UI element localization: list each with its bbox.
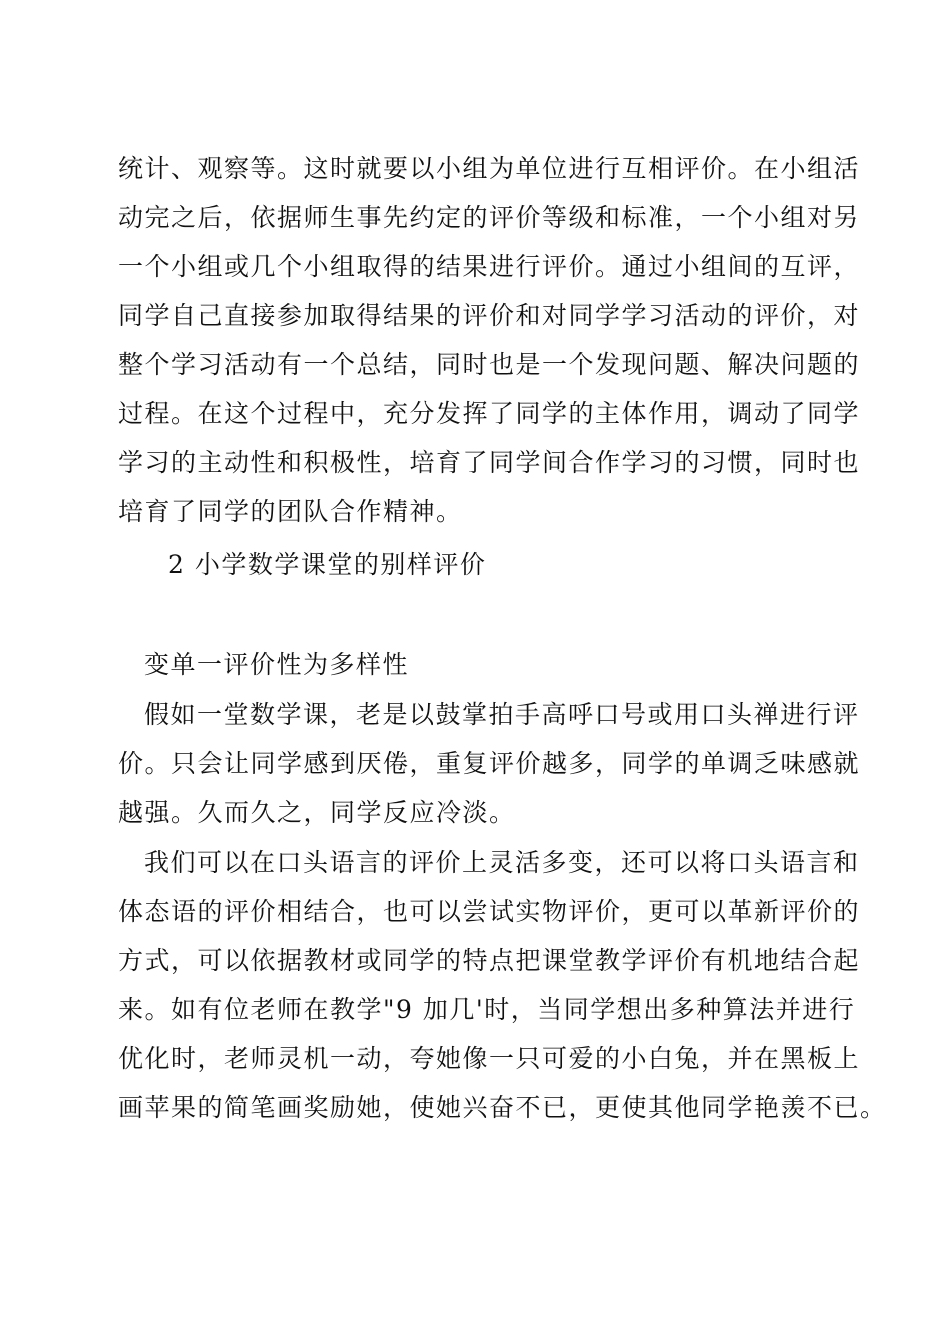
subheading: 变单一评价性为多样性	[144, 650, 410, 679]
paragraph-1-line-4: 同学自己直接参加取得结果的评价和对同学学习活动的评价，对	[118, 301, 861, 330]
paragraph-2-line-3: 越强。久而久之，同学反应冷淡。	[118, 798, 516, 827]
paragraph-1-line-1: 统计、观察等。这时就要以小组为单位进行互相评价。在小组活	[118, 154, 861, 183]
paragraph-3-line-3: 方式，可以依据教材或同学的特点把课堂教学评价有机地结合起	[118, 946, 861, 975]
paragraph-2-line-2: 价。只会让同学感到厌倦，重复评价越多，同学的单调乏味感就	[118, 749, 861, 778]
section-heading: 2 小学数学课堂的别样评价	[168, 550, 487, 579]
paragraph-3-line-4: 来。如有位老师在教学"9 加几'时，当同学想出多种算法并进行	[118, 995, 856, 1024]
paragraph-1-line-8: 培育了同学的团队合作精神。	[118, 497, 463, 526]
paragraph-3-line-2: 体态语的评价相结合，也可以尝试实物评价，更可以革新评价的	[118, 897, 861, 926]
paragraph-3-line-1: 我们可以在口头语言的评价上灵活多变，还可以将口头语言和	[144, 848, 860, 877]
paragraph-1-line-3: 一个小组或几个小组取得的结果进行评价。通过小组间的互评，	[118, 252, 861, 281]
paragraph-1-line-7: 学习的主动性和积极性，培育了同学间合作学习的习惯，同时也	[118, 448, 861, 477]
paragraph-3-line-5: 优化时，老师灵机一动，夸她像一只可爱的小白兔，并在黑板上	[118, 1044, 861, 1073]
paragraph-1-line-2: 动完之后，依据师生事先约定的评价等级和标准，一个小组对另	[118, 203, 861, 232]
paragraph-2-line-1: 假如一堂数学课，老是以鼓掌拍手高呼口号或用口头禅进行评	[144, 700, 860, 729]
paragraph-3-line-6: 画苹果的简笔画奖励她，使她兴奋不已，更使其他同学艳羡不已。	[118, 1093, 887, 1122]
paragraph-1-line-6: 过程。在这个过程中，充分发挥了同学的主体作用，调动了同学	[118, 399, 861, 428]
paragraph-1-line-5: 整个学习活动有一个总结，同时也是一个发现问题、解决问题的	[118, 350, 861, 379]
